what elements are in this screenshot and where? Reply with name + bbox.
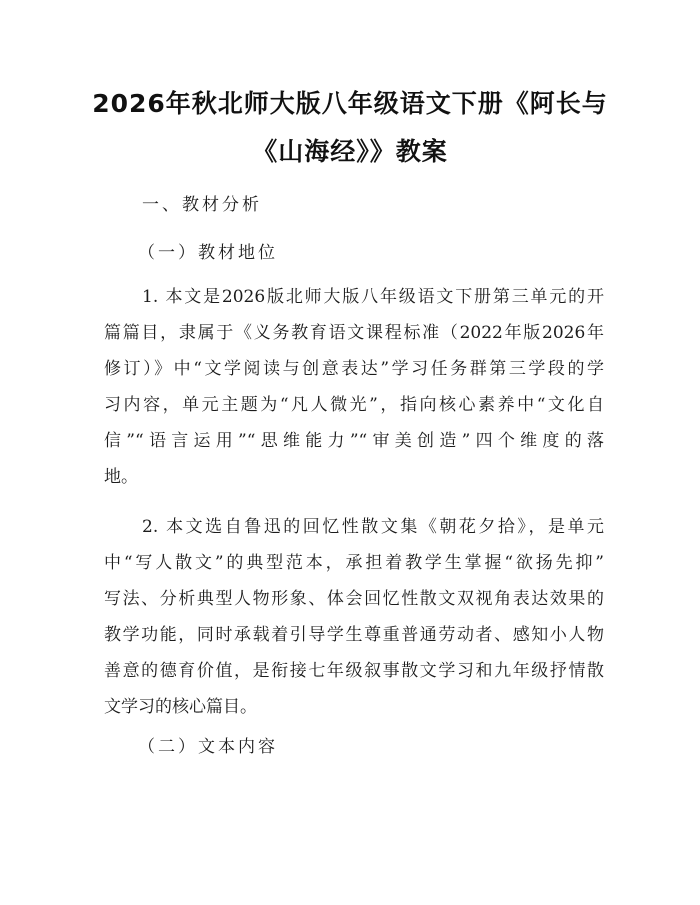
paragraph-2-line: 写法、分析典型人物形象、体会回忆性散文双视角表达效果的 [104,589,604,609]
paragraph-2-line: 善意的德育价值，是衔接七年级叙事散文学习和九年级抒情散 [104,661,604,681]
paragraph-1 [104,279,604,495]
paragraph-2 [104,509,604,725]
section-heading-analysis: 一、教材分析 [142,195,262,215]
subsection-heading-position: （一）教材地位 [138,243,278,263]
paragraph-1-line: 信”“语言运用”“思维能力”“审美创造”四个维度的落 [104,431,604,451]
paragraph-1-line: 地。 [104,467,138,487]
paragraph-1-line: 篇篇目，隶属于《义务教育语文课程标准（2022年版2026年 [104,323,604,343]
paragraph-2-line: 文学习的核心篇目。 [104,697,257,717]
paragraph-1-line: 1. 本文是2026版北师大版八年级语文下册第三单元的开 [142,287,604,307]
paragraph-2-line: 教学功能，同时承载着引导学生尊重普通劳动者、感知小人物 [104,625,604,645]
subsection-heading-content: （二）文本内容 [138,737,278,757]
paragraph-2-line: 中“写人散文”的典型范本，承担着教学生掌握“欲扬先抑” [104,553,604,573]
document-title-line-1: 2026年秋北师大版八年级语文下册《阿长与 [92,89,608,118]
paragraph-1-line: 习内容，单元主题为“凡人微光”，指向核心素养中“文化自 [104,395,604,415]
paragraph-2-line: 2. 本文选自鲁迅的回忆性散文集《朝花夕拾》，是单元 [142,517,604,537]
document-title-line-2: 《山海经》》教案 [252,137,448,166]
paragraph-1-line: 修订）》中“文学阅读与创意表达”学习任务群第三学段的学 [104,359,604,379]
